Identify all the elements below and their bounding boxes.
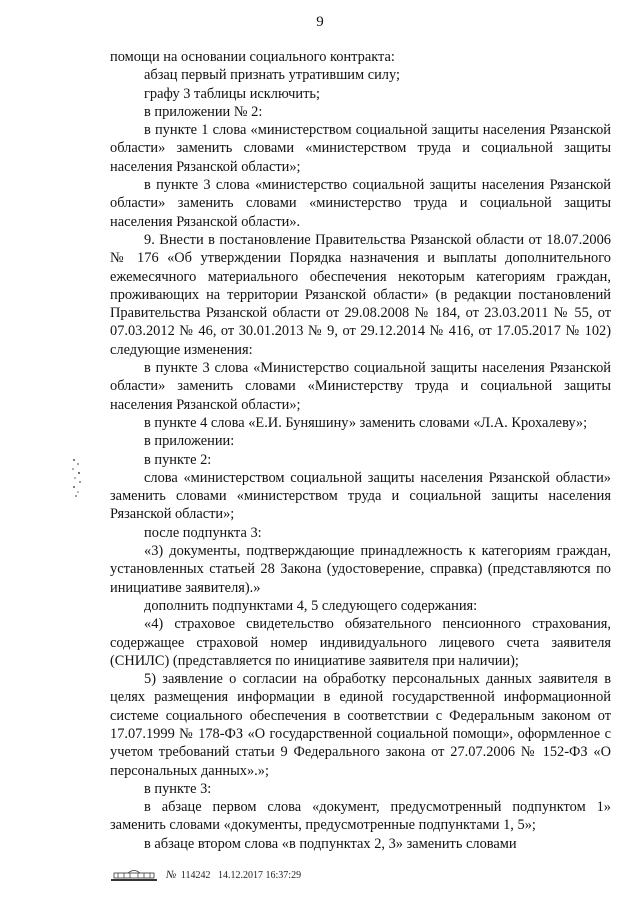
number-sign: № (166, 869, 177, 881)
document-footer (110, 866, 301, 884)
scan-artifact-marks (70, 458, 84, 498)
page-number: 9 (316, 14, 324, 30)
paragraph: помощи на основании социального контракта: (110, 49, 395, 65)
paragraph: в пункте 1 слова «министерством социальной защиты населения Рязанской области» заменить словами «министерством труда и социальной защиты населения Рязанской области»; (110, 122, 611, 175)
paragraph: графу 3 таблицы исключить; (144, 85, 320, 102)
paragraph: в абзаце первом слова «документ, предусмотренный подпунктом 1» заменить словами «документы, предусмотренные подпунктами 1, 5»; (110, 799, 611, 834)
paragraph: «3) документы, подтверждающие принадлежность к категориям граждан, установленных статьей 28 Закона (удостоверение, справка) (представляются по инициативе заявителя).» (110, 543, 611, 596)
paragraph: в пункте 2: (144, 451, 212, 468)
paragraph: в приложении № 2: (144, 103, 263, 120)
government-seal-icon (110, 868, 158, 882)
paragraph: «4) страховое свидетельство обязательного пенсионного страхования, содержащее страховой номер индивидуального лицевого счета заявителя (СНИЛС) (представляется по инициативе заявителя при наличии); (110, 616, 611, 669)
paragraph: в приложении: (144, 433, 235, 450)
paragraph: в пункте 4 слова «Е.И. Буняшину» заменить словами «Л.А. Крохалеву»; (144, 414, 588, 431)
paragraph: в пункте 3 слова «министерство социальной защиты населения Рязанской области» заменить словами «министерство труда и социальной защиты населения Рязанской области». (110, 177, 611, 230)
paragraph: 9. Внести в постановление Правительства Рязанской области от 18.07.2006 № 176 «Об утверждении Порядка назначения и выплаты дополнительного ежемесячного материального обеспечения некоторым категориям граждан, проживающих на территории Рязанской области» (в редакции постановлений Правительства Рязанской области от 29.08.2008 № 184, от 23.03.2011 № 55, от 07.03.2012 № 46, от 30.01.2013 № 9, от 29.12.2014 № 416, от 17.05.2017 № 102) следующие изменения: (110, 231, 611, 358)
paragraph: 5) заявление о согласии на обработку персональных данных заявителя в целях размещения информации в единой государственной информационной системе социального обеспечения в соответствии с Федеральным законом от 17.07.1999 № 178-ФЗ «О государственной социальной помощи», оформленное с учетом требований статьи 9 Федерального закона от 27.07.2006 № 152-ФЗ «О персональных данных».»; (110, 671, 611, 779)
doc-datetime: 14.12.2017 16:37:29 (218, 870, 302, 881)
paragraph: в абзаце втором слова «в подпунктах 2, 3» заменить словами (144, 835, 517, 852)
paragraph: в пункте 3 слова «Министерство социальной защиты населения Рязанской области» заменить словами «Министерству труда и социальной защиты населения Рязанской области»; (110, 360, 611, 413)
document-body (110, 48, 611, 853)
paragraph: абзац первый признать утратившим силу; (144, 67, 400, 84)
footer-stamp (166, 869, 301, 881)
paragraph: в пункте 3: (144, 780, 212, 797)
doc-number: 114242 (180, 870, 211, 881)
paragraph: слова «министерством социальной защиты населения Рязанской области» заменить словами «министерством труда и социальной защиты населения Рязанской области»; (110, 469, 611, 523)
paragraph: дополнить подпунктами 4, 5 следующего содержания: (144, 597, 478, 614)
paragraph: после подпункта 3: (144, 524, 262, 541)
